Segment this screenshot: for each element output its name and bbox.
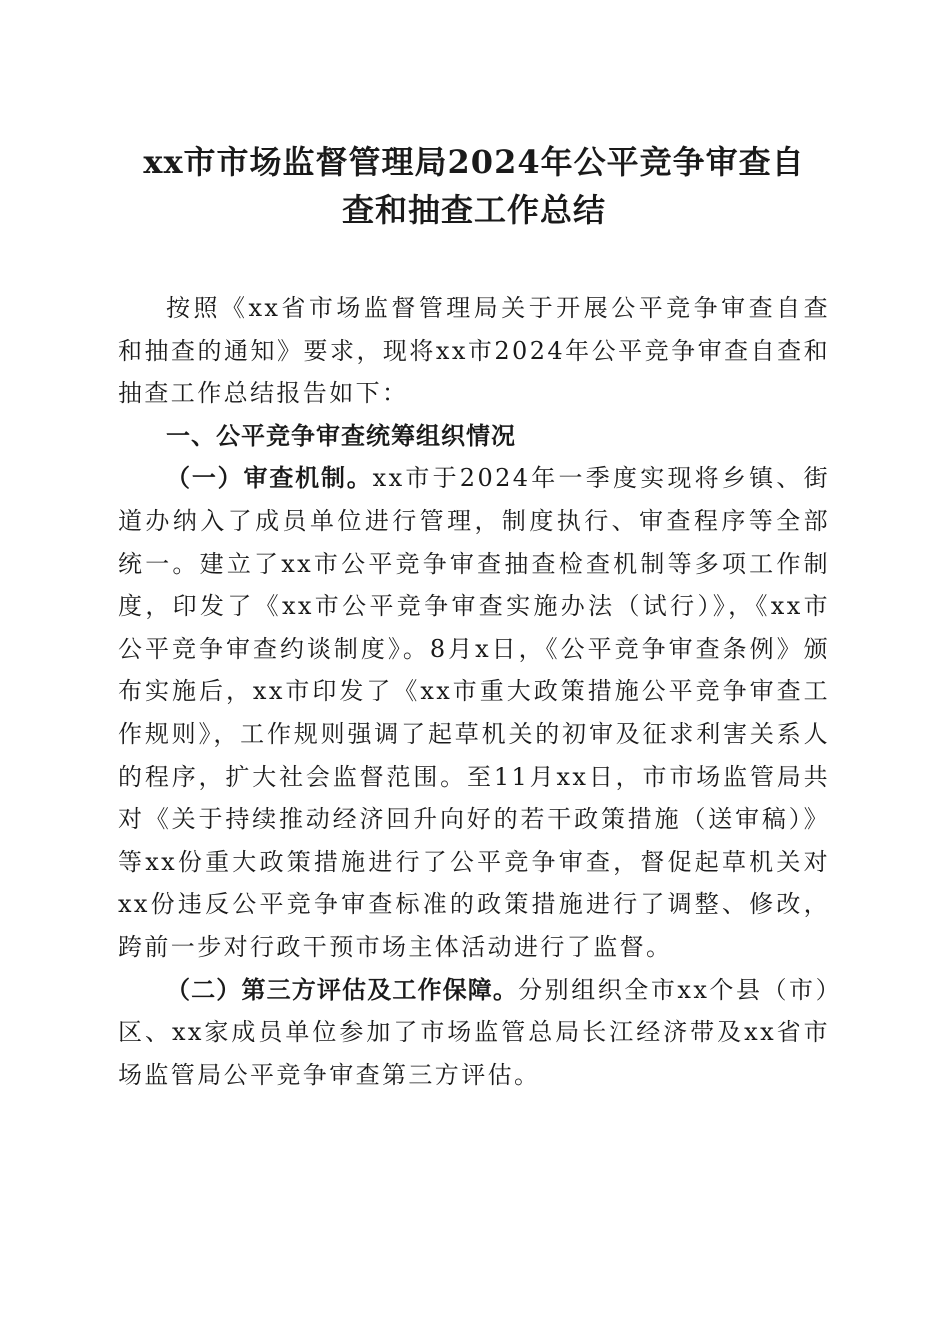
subsection-1-body: xx市于2024年一季度实现将乡镇、街道办纳入了成员单位进行管理，制度执行、审查程序等全部统一。建立了xx市公平竞争审查抽查检查机制等多项工作制度，印发了《xx市公平竞争审查实施办法（试行）》，《xx市公平竞争审查约谈制度》。8月x日，《公平竞争审查条例》颁布实施后，xx市印发了《xx市重大政策措施公平竞争审查工作规则》，工作规则强调了起草机关的初审及征求利害关系人的程序，扩大社会监督范围。至11月xx日，市市场监管局共对《关于持续推动经济回升向好的若干政策措施（送审稿）》等xx份重大政策措施进行了公平竞争审查，督促起草机关对xx份违反公平竞争审查标准的政策措施进行了调整、修改，跨前一步对行政干预市场主体活动进行了监督。 xyxy=(118,464,831,961)
subsection-2-paragraph xyxy=(118,969,830,1097)
intro-paragraph: 按照《xx省市场监督管理局关于开展公平竞争审查自查和抽查的通知》要求，现将xx市2024年公平竞争审查自查和抽查工作总结报告如下： xyxy=(118,294,830,408)
subsection-1-heading: （一）审查机制。 xyxy=(166,464,373,493)
title-line-1: xx市市场监督管理局2024年公平竞争审查自 xyxy=(143,143,805,181)
subsection-2-body: 分别组织全市xx个县（市）区、xx家成员单位参加了市场监管总局长江经济带及xx省市场监管局公平竞争审查第三方评估。 xyxy=(118,975,830,1089)
document-title xyxy=(118,138,830,234)
document-body xyxy=(118,287,830,1096)
subsection-1-paragraph xyxy=(118,457,830,968)
section-1-heading: 一、公平竞争审查统筹组织情况 xyxy=(166,421,516,450)
subsection-2-heading: （二）第三方评估及工作保障。 xyxy=(166,975,519,1004)
title-line-2: 查和抽查工作总结 xyxy=(341,191,606,229)
document-page xyxy=(118,138,830,1096)
